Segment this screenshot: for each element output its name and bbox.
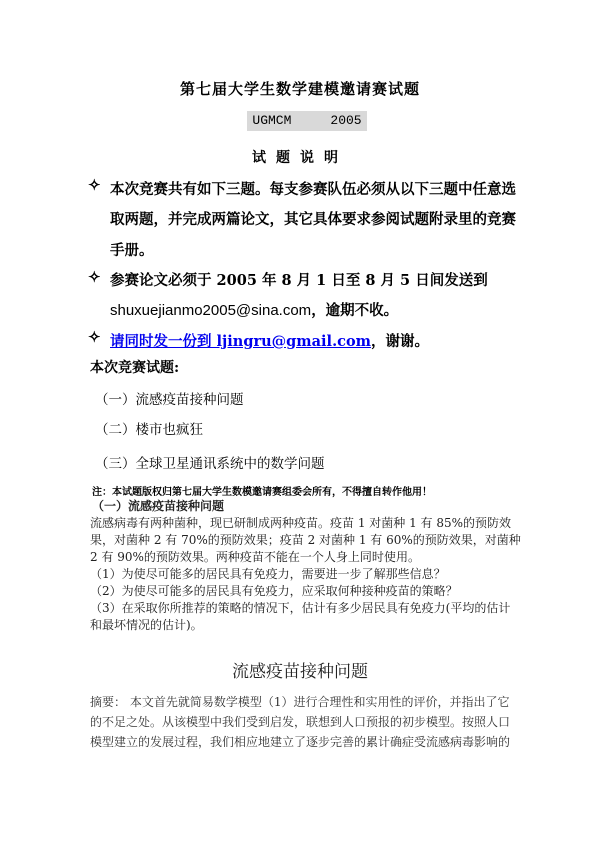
paper-title: 流感疫苗接种问题 bbox=[232, 662, 368, 682]
text-line: （3）在采取你所推荐的策略的情况下，估计有多少居民具有免疫力(平均的估计 bbox=[90, 601, 511, 615]
bullet-icon: ✧ bbox=[88, 328, 101, 346]
problem-item: （三）全球卫星通讯系统中的数学问题 bbox=[95, 456, 325, 472]
text-line: （2）为使尽可能多的居民具有免疫力，应采取何种接种疫苗的策略？ bbox=[90, 584, 458, 598]
abstract-line: 的不足之处。从该模型中我们受到启发，联想到人口预报的初步模型。按照人口 bbox=[90, 715, 511, 729]
text-line: 流感病毒有两种菌种，现已研制成两种疫苗。疫苗 1 对菌种 1 有 85%的预防效 bbox=[90, 516, 512, 530]
page-title: 第七届大学生数学建模邀请赛试题 bbox=[179, 80, 420, 98]
copyright-notice: 注：本试题版权归第七届大学生数模邀请赛组委会所有，不得擅自转作他用！ bbox=[92, 487, 432, 498]
submission-email: shuxuejianmo2005@sina.com bbox=[110, 302, 312, 319]
problem-one-text bbox=[90, 515, 521, 634]
text-line: （1）为使尽可能多的居民具有免疫力，需要进一步了解那些信息？ bbox=[90, 567, 446, 581]
abstract-line: 摘要： 本文首先就简易数学模型（1）进行合理性和实用性的评价，并指出了它 bbox=[90, 695, 510, 709]
abstract-line: 模型建立的发展过程，我们相应地建立了逐步完善的累计确症受流感病毒影响的 bbox=[90, 735, 511, 749]
bullet-icon: ✧ bbox=[88, 268, 101, 286]
bullet-2-suffix: ，逾期不收。 bbox=[311, 302, 399, 319]
text-line: 2 有 90%的预防效果。两种疫苗不能在一个人身上同时使用。 bbox=[90, 550, 420, 564]
bullet-icon: ✧ bbox=[88, 176, 101, 194]
bullet-3-suffix: ，谢谢。 bbox=[370, 333, 429, 350]
text-line: 果，对菌种 2 有 70%的预防效果；疫苗 2 对菌种 1 有 60%的预防效果，对菌种 bbox=[90, 533, 521, 547]
text-line: 和最坏情况的估计)。 bbox=[90, 618, 203, 632]
bullet-1-line-3: 手册。 bbox=[110, 242, 154, 259]
problem-item: （一）流感疫苗接种问题 bbox=[95, 392, 244, 408]
page-subtitle: 试题说明 bbox=[252, 150, 348, 166]
problems-heading: 本次竞赛试题: bbox=[90, 360, 180, 376]
bullet-2-line-1: 参赛论文必须于 2005 年 8 月 1 日至 8 月 5 日间发送到 bbox=[110, 272, 488, 289]
paper-abstract bbox=[90, 692, 510, 752]
bullet-3-line bbox=[110, 330, 429, 351]
problem-one-heading: （一）流感疫苗接种问题 bbox=[92, 499, 225, 513]
bullet-1-line-2: 取两题，并完成两篇论文，其它具体要求参阅试题附录里的竞赛 bbox=[110, 211, 516, 228]
bullet-2-line-2 bbox=[110, 299, 398, 320]
bullet-1-line-1: 本次竞赛共有如下三题。每支参赛队伍必须从以下三题中任意选 bbox=[110, 181, 516, 198]
email-link[interactable]: 请同时发一份到 ljingru@gmail.com bbox=[110, 333, 371, 350]
code-label: UGMCM 2005 bbox=[247, 111, 367, 131]
problem-item: （二）楼市也疯狂 bbox=[95, 422, 203, 438]
